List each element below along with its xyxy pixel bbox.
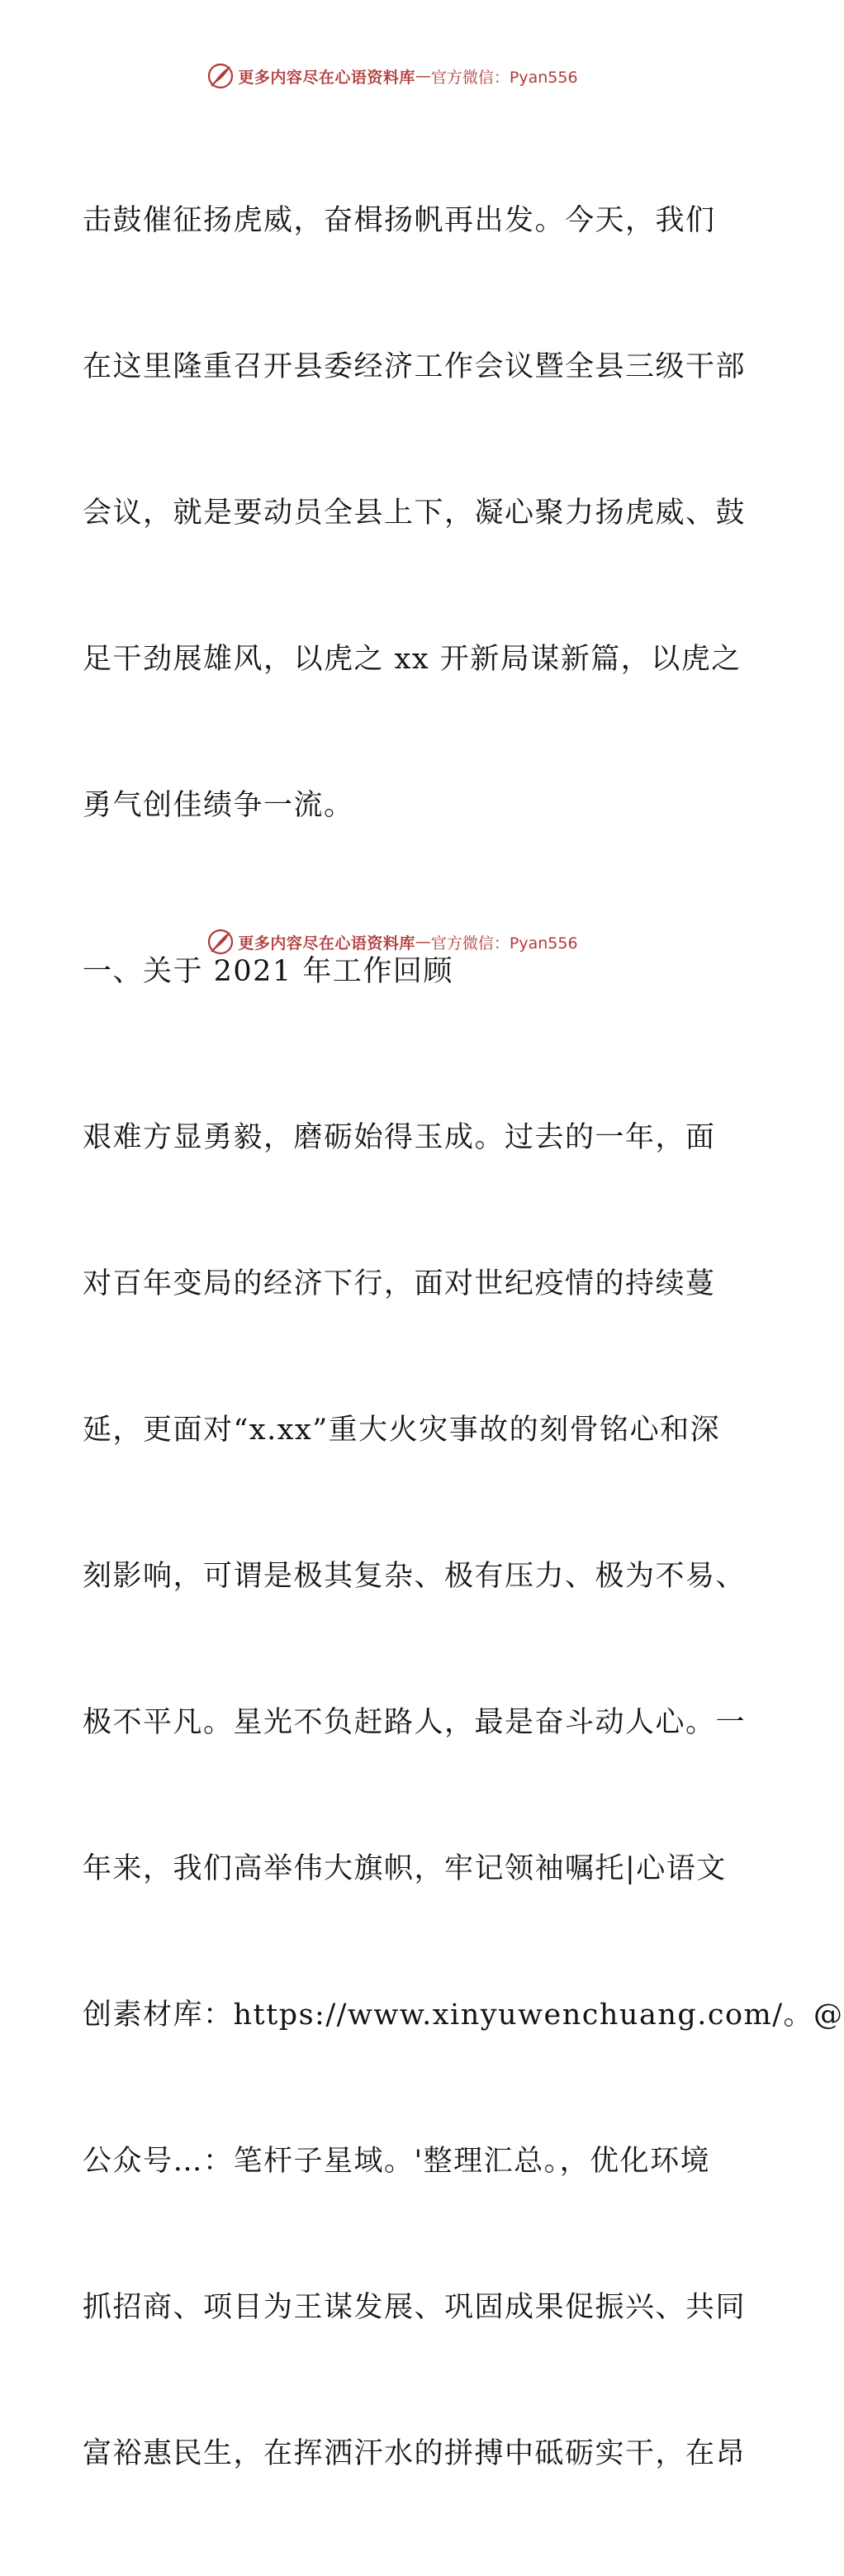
- banner-dash: —: [415, 67, 431, 85]
- text-line: 公众号…：笔杆子星域。'整理汇总。，优化环境: [83, 2145, 711, 2178]
- feather-pen-logo-icon: [206, 62, 235, 90]
- paragraph-review: [83, 1016, 844, 2576]
- banner-wechat-text: 官方微信：Pyan556: [430, 68, 578, 87]
- document-body: [83, 99, 844, 2576]
- banner-main-text: 更多内容尽在心语资料库: [238, 934, 415, 953]
- text-line: 勇气创佳绩争一流。: [83, 789, 354, 822]
- feather-pen-logo-icon: [206, 928, 235, 956]
- text-line: 年来，我们高举伟大旗帜，牢记领袖嘱托|心语文: [83, 1852, 727, 1885]
- paragraph-intro: [83, 99, 747, 928]
- text-line: 延，更面对“x.xx”重大火灾事故的刻骨铭心和深: [83, 1414, 721, 1447]
- text-line: 艰难方显勇毅，磨砺始得玉成。过去的一年，面: [83, 1121, 716, 1154]
- text-line: 富裕惠民生，在挥洒汗水的拼搏中砥砺实干，在昂: [83, 2437, 747, 2470]
- text-line: 足干劲展雄风，以虎之 xx 开新局谋新篇，以虎之: [83, 643, 742, 676]
- text-line: 极不平凡。星光不负赶路人，最是奋斗动人心。一: [83, 1706, 747, 1739]
- text-line: 抓招商、项目为王谋发展、巩固成果促振兴、共同: [83, 2291, 747, 2324]
- banner-wechat-text: 官方微信：Pyan556: [430, 934, 578, 953]
- text-line: 对百年变局的经济下行，面对世纪疫情的持续蔓: [83, 1267, 716, 1300]
- banner-dash: —: [415, 933, 431, 951]
- section-heading: 一、关于 2021 年工作回顾: [83, 955, 453, 988]
- banner-main-text: 更多内容尽在心语资料库: [238, 68, 415, 87]
- text-line: 在这里隆重召开县委经济工作会议暨全县三级干部: [83, 350, 747, 383]
- text-line: 刻影响，可谓是极其复杂、极有压力、极为不易、: [83, 1560, 747, 1593]
- text-line: 创素材库：https://www.xinyuwenchuang.com/。@: [83, 1999, 844, 2032]
- header-watermark-banner: [0, 59, 785, 93]
- footer-watermark-banner: [0, 925, 785, 958]
- text-line: 击鼓催征扬虎威，奋楫扬帆再出发。今天，我们: [83, 204, 716, 237]
- text-line: 会议，就是要动员全县上下，凝心聚力扬虎威、鼓: [83, 497, 747, 530]
